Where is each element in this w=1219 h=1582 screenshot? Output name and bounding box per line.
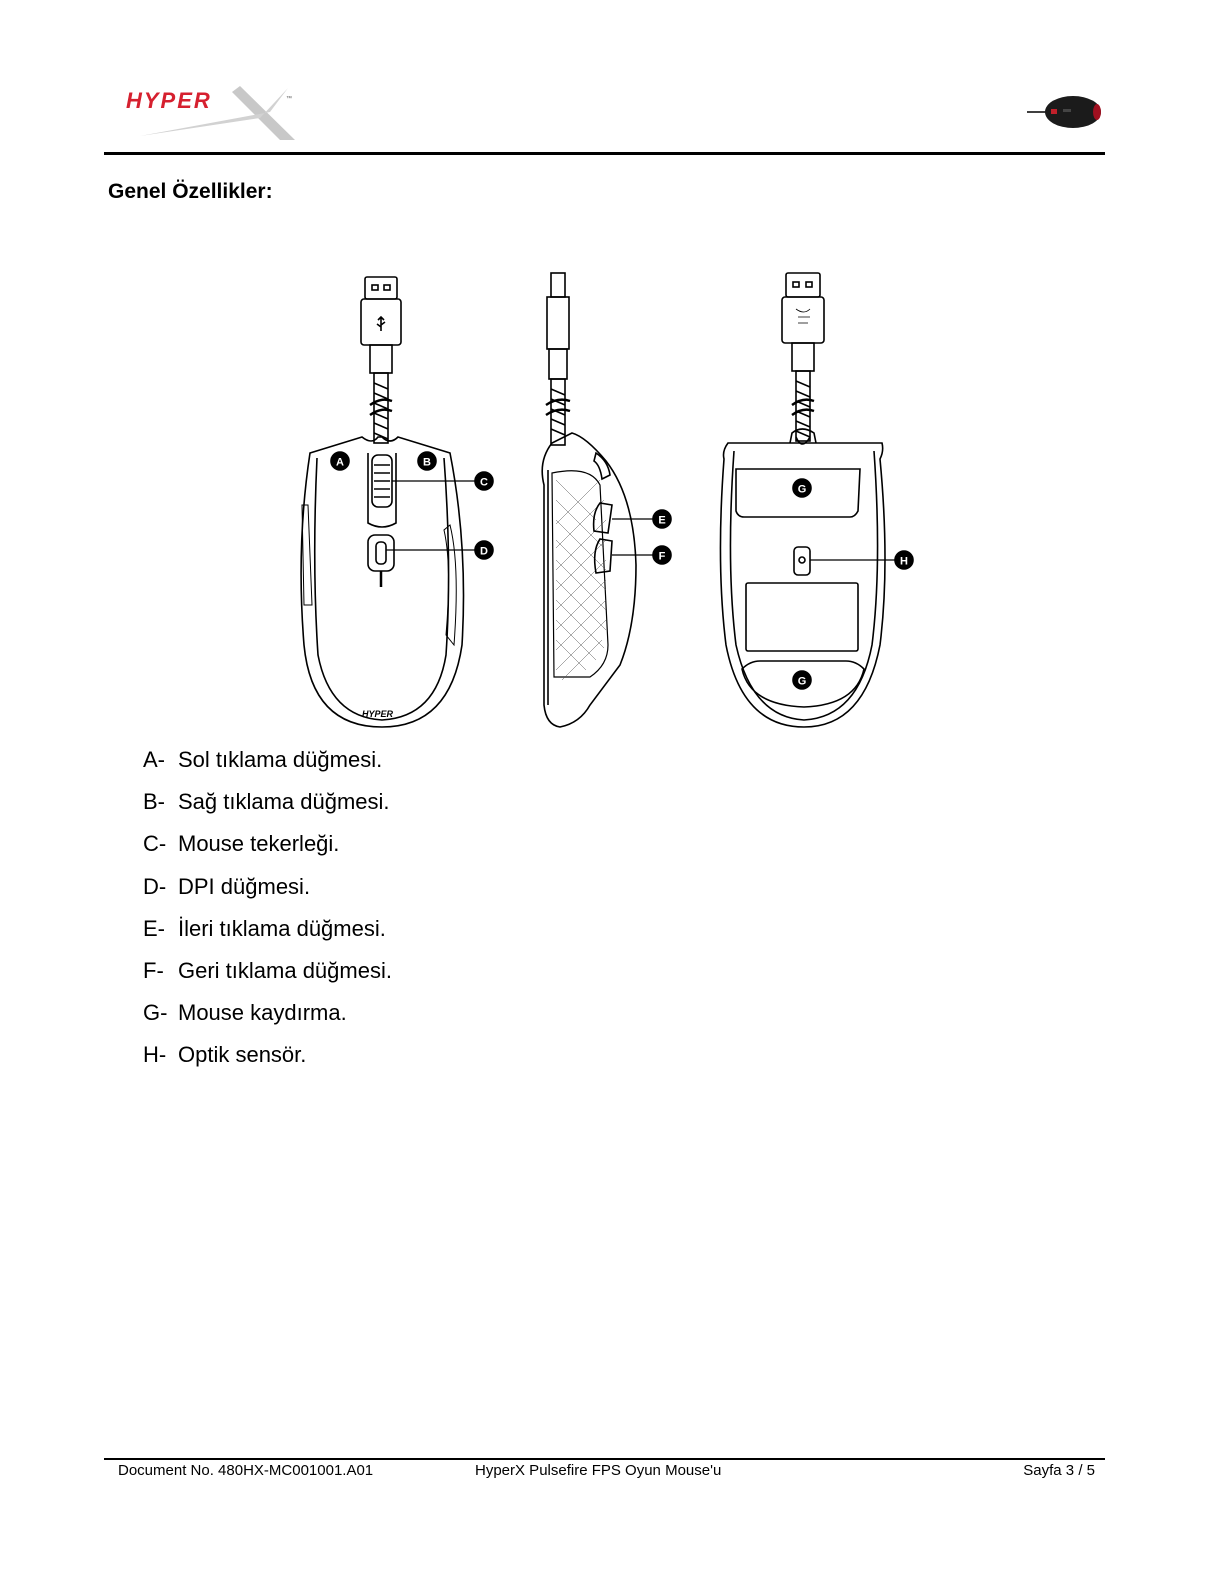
- list-item-key: B-: [143, 789, 165, 815]
- page-number: Sayfa 3 / 5: [1023, 1462, 1095, 1479]
- list-item-text: Geri tıklama düğmesi.: [178, 957, 392, 983]
- header-rule: [104, 152, 1105, 155]
- section-title: Genel Özellikler:: [108, 180, 273, 203]
- list-item-text: Mouse tekerleği.: [178, 831, 340, 857]
- svg-text:™: ™: [286, 96, 292, 102]
- svg-text:G: G: [797, 675, 807, 688]
- list-item-key: D-: [143, 873, 167, 899]
- list-item-key: F-: [143, 957, 164, 983]
- svg-text:A: A: [336, 456, 344, 469]
- footer-rule: [104, 1458, 1105, 1460]
- list-item: [143, 784, 392, 826]
- svg-text:HYPER: HYPER: [126, 88, 212, 113]
- side-view: [542, 273, 671, 727]
- list-item: [143, 826, 392, 868]
- feature-list: [143, 742, 392, 1080]
- svg-text:F: F: [658, 550, 666, 563]
- bottom-view: [720, 273, 913, 727]
- svg-text:E: E: [658, 514, 666, 527]
- list-item-text: İleri tıklama düğmesi.: [178, 915, 386, 941]
- svg-text:HYPER: HYPER: [362, 709, 394, 719]
- list-item-key: G-: [143, 1000, 168, 1026]
- top-view: [301, 277, 493, 727]
- list-item-key: H-: [143, 1042, 167, 1068]
- mouse-diagram: [290, 265, 930, 735]
- list-item-text: Sağ tıklama düğmesi.: [178, 789, 390, 815]
- mouse-thumbnail-icon: [1025, 92, 1105, 136]
- list-item-text: Optik sensör.: [178, 1042, 307, 1068]
- list-item: [143, 742, 392, 784]
- list-item-text: DPI düğmesi.: [178, 873, 311, 899]
- document-number: Document No. 480HX-MC001001.A01: [118, 1462, 374, 1479]
- svg-text:B: B: [423, 456, 431, 469]
- svg-text:G: G: [797, 483, 807, 496]
- list-item: [143, 995, 392, 1037]
- list-item: [143, 869, 392, 911]
- svg-text:D: D: [480, 545, 488, 558]
- list-item-text: Mouse kaydırma.: [178, 1000, 347, 1026]
- list-item-key: C-: [143, 831, 167, 857]
- list-item: [143, 1037, 392, 1079]
- list-item: [143, 953, 392, 995]
- svg-text:C: C: [480, 476, 488, 489]
- product-name: HyperX Pulsefire FPS Oyun Mouse'u: [475, 1462, 722, 1479]
- list-item-key: E-: [143, 915, 165, 941]
- list-item: [143, 911, 392, 953]
- hyperx-logo: [120, 78, 310, 144]
- svg-text:H: H: [900, 555, 908, 568]
- list-item-key: A-: [143, 747, 165, 772]
- list-item-text: Sol tıklama düğmesi.: [178, 747, 383, 772]
